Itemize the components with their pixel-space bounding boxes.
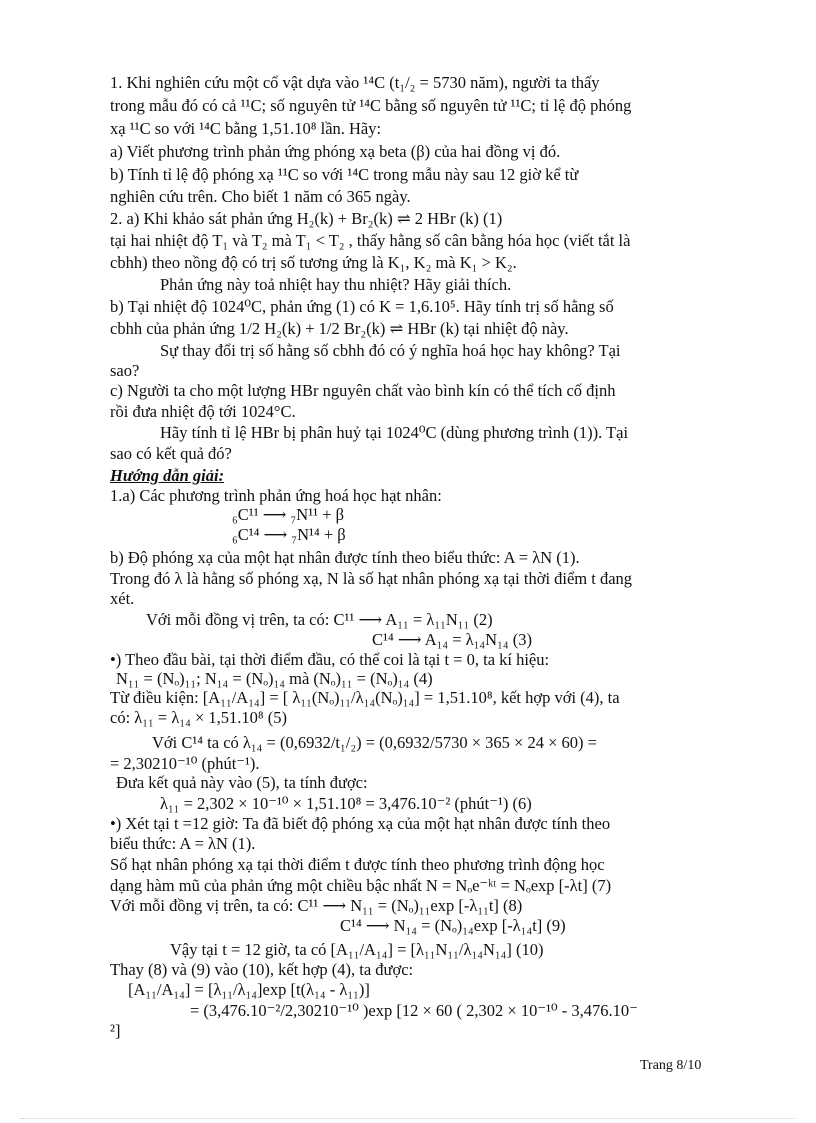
text-line: b) Tính tỉ lệ độ phóng xạ ¹¹C so với ¹⁴C trong mẫu này sau 12 giờ kể từ <box>110 165 579 184</box>
text-line: tại hai nhiệt độ T₁ và T₂ mà T₁ < T₂ , thấy hằng số cân bằng hóa học (viết tắt là <box>110 231 631 250</box>
equation-line: N₁₁ = (Nₒ)₁₁; N₁₄ = (Nₒ)₁₄ mà (Nₒ)₁₁ = (Nₒ)₁₄ (4) <box>116 669 433 688</box>
text-line: có: λ₁₁ = λ₁₄ × 1,51.10⁸ (5) <box>110 708 288 727</box>
text-line: 1.a) Các phương trình phản ứng hoá học hạt nhân: <box>110 486 442 505</box>
text-line: Từ điều kiện: [A₁₁/A₁₄] = [ λ₁₁(Nₒ)₁₁/λ₁₄(Nₒ)₁₄] = 1,51.10⁸, kết hợp với (4), ta <box>110 688 620 707</box>
equation-line: = (3,476.10⁻²/2,30210⁻¹⁰ )exp [12 × 60 ( 2,302 × 10⁻¹⁰ - 3,476.10⁻ <box>190 1001 638 1020</box>
text-line: Thay (8) và (9) vào (10), kết hợp (4), ta được: <box>110 960 414 979</box>
equation-line: ²] <box>110 1021 121 1040</box>
text-line: Với C¹⁴ ta có λ₁₄ = (0,6932/t₁/₂) = (0,6932/5730 × 365 × 24 × 60) = <box>152 733 597 752</box>
text-line: xạ ¹¹C so với ¹⁴C bằng 1,51.10⁸ lần. Hãy: <box>110 119 382 138</box>
text-line: Vậy tại t = 12 giờ, ta có [A₁₁/A₁₄] = [λ₁₁N₁₁/λ₁₄N₁₄] (10) <box>170 940 544 959</box>
page-bottom-divider <box>20 1118 796 1119</box>
text-line: Phản ứng này toả nhiệt hay thu nhiệt? Hãy giải thích. <box>160 275 512 294</box>
text-line: c) Người ta cho một lượng HBr nguyên chất vào bình kín có thể tích cố định <box>110 381 616 400</box>
text-line: xét. <box>110 589 135 608</box>
equation-line: Với mỗi đồng vị trên, ta có: C¹¹ ⟶ A₁₁ = λ₁₁N₁₁ (2) <box>146 610 493 629</box>
text-line: sao? <box>110 361 140 380</box>
equation-line: C¹⁴ ⟶ N₁₄ = (Nₒ)₁₄exp [-λ₁₄t] (9) <box>340 916 566 935</box>
text-line: Số hạt nhân phóng xạ tại thời điểm t được tính theo phương trình động học <box>110 855 605 874</box>
text-line: biểu thức: A = λN (1). <box>110 834 256 853</box>
page-number: Trang 8/10 <box>640 1058 702 1073</box>
equation-line: C¹⁴ ⟶ A₁₄ = λ₁₄N₁₄ (3) <box>372 630 532 649</box>
text-line: cbhh của phản ứng 1/2 H₂(k) + 1/2 Br₂(k) ⇌ HBr (k) tại nhiệt độ này. <box>110 319 569 338</box>
equation-line: ₆C¹¹ ⟶ ₇N¹¹ + β <box>232 505 345 524</box>
text-line: •) Theo đầu bài, tại thời điểm đầu, có thể coi là tại t = 0, ta kí hiệu: <box>110 650 550 669</box>
solution-heading: Hướng dẫn giải: <box>110 466 225 485</box>
text-line: rồi đưa nhiệt độ tới 1024°C. <box>110 402 296 421</box>
equation-line: Với mỗi đồng vị trên, ta có: C¹¹ ⟶ N₁₁ = (Nₒ)₁₁exp [-λ₁₁t] (8) <box>110 896 523 915</box>
equation-line: [A₁₁/A₁₄] = [λ₁₁/λ₁₄]exp [t(λ₁₄ - λ₁₁)] <box>128 980 370 999</box>
text-line: b) Độ phóng xạ của một hạt nhân được tính theo biểu thức: A = λN (1). <box>110 548 580 567</box>
text-line: 2. a) Khi khảo sát phản ứng H₂(k) + Br₂(k) ⇌ 2 HBr (k) (1) <box>110 209 503 228</box>
text-line: = 2,30210⁻¹⁰ (phút⁻¹). <box>110 754 260 773</box>
text-line: dạng hàm mũ của phản ứng một chiều bậc nhất N = Nₒe⁻ᵏᵗ = Nₒexp [-λt] (7) <box>110 876 612 895</box>
text-line: sao có kết quả đó? <box>110 444 232 463</box>
text-line: •) Xét tại t =12 giờ: Ta đã biết độ phóng xạ của một hạt nhân được tính theo <box>110 814 611 833</box>
text-line: b) Tại nhiệt độ 1024⁰C, phản ứng (1) có K = 1,6.10⁵. Hãy tính trị số hằng số <box>110 297 614 316</box>
text-line: 1. Khi nghiên cứu một cổ vật dựa vào ¹⁴C (t₁/₂ = 5730 năm), người ta thấy <box>110 73 600 92</box>
text-line: Hãy tính tỉ lệ HBr bị phân huỷ tại 1024⁰C (dùng phương trình (1)). Tại <box>160 423 629 442</box>
equation-line: λ₁₁ = 2,302 × 10⁻¹⁰ × 1,51.10⁸ = 3,476.10⁻² (phút⁻¹) (6) <box>160 794 532 813</box>
text-line: Sự thay đổi trị số hằng số cbhh đó có ý nghĩa hoá học hay không? Tại <box>160 341 621 360</box>
text-line: cbhh) theo nồng độ có trị số tương ứng là K₁, K₂ mà K₁ > K₂. <box>110 253 517 272</box>
text-line: Trong đó λ là hằng số phóng xạ, N là số hạt nhân phóng xạ tại thời điểm t đang <box>110 569 633 588</box>
equation-line: ₆C¹⁴ ⟶ ₇N¹⁴ + β <box>232 525 346 544</box>
text-line: nghiên cứu trên. Cho biết 1 năm có 365 ngày. <box>110 187 411 206</box>
text-line: trong mẫu đó có cả ¹¹C; số nguyên tử ¹⁴C bằng số nguyên tử ¹¹C; tỉ lệ độ phóng <box>110 96 632 115</box>
text-line: a) Viết phương trình phản ứng phóng xạ beta (β) của hai đồng vị đó. <box>110 142 561 161</box>
text-line: Đưa kết quả này vào (5), ta tính được: <box>116 773 368 792</box>
